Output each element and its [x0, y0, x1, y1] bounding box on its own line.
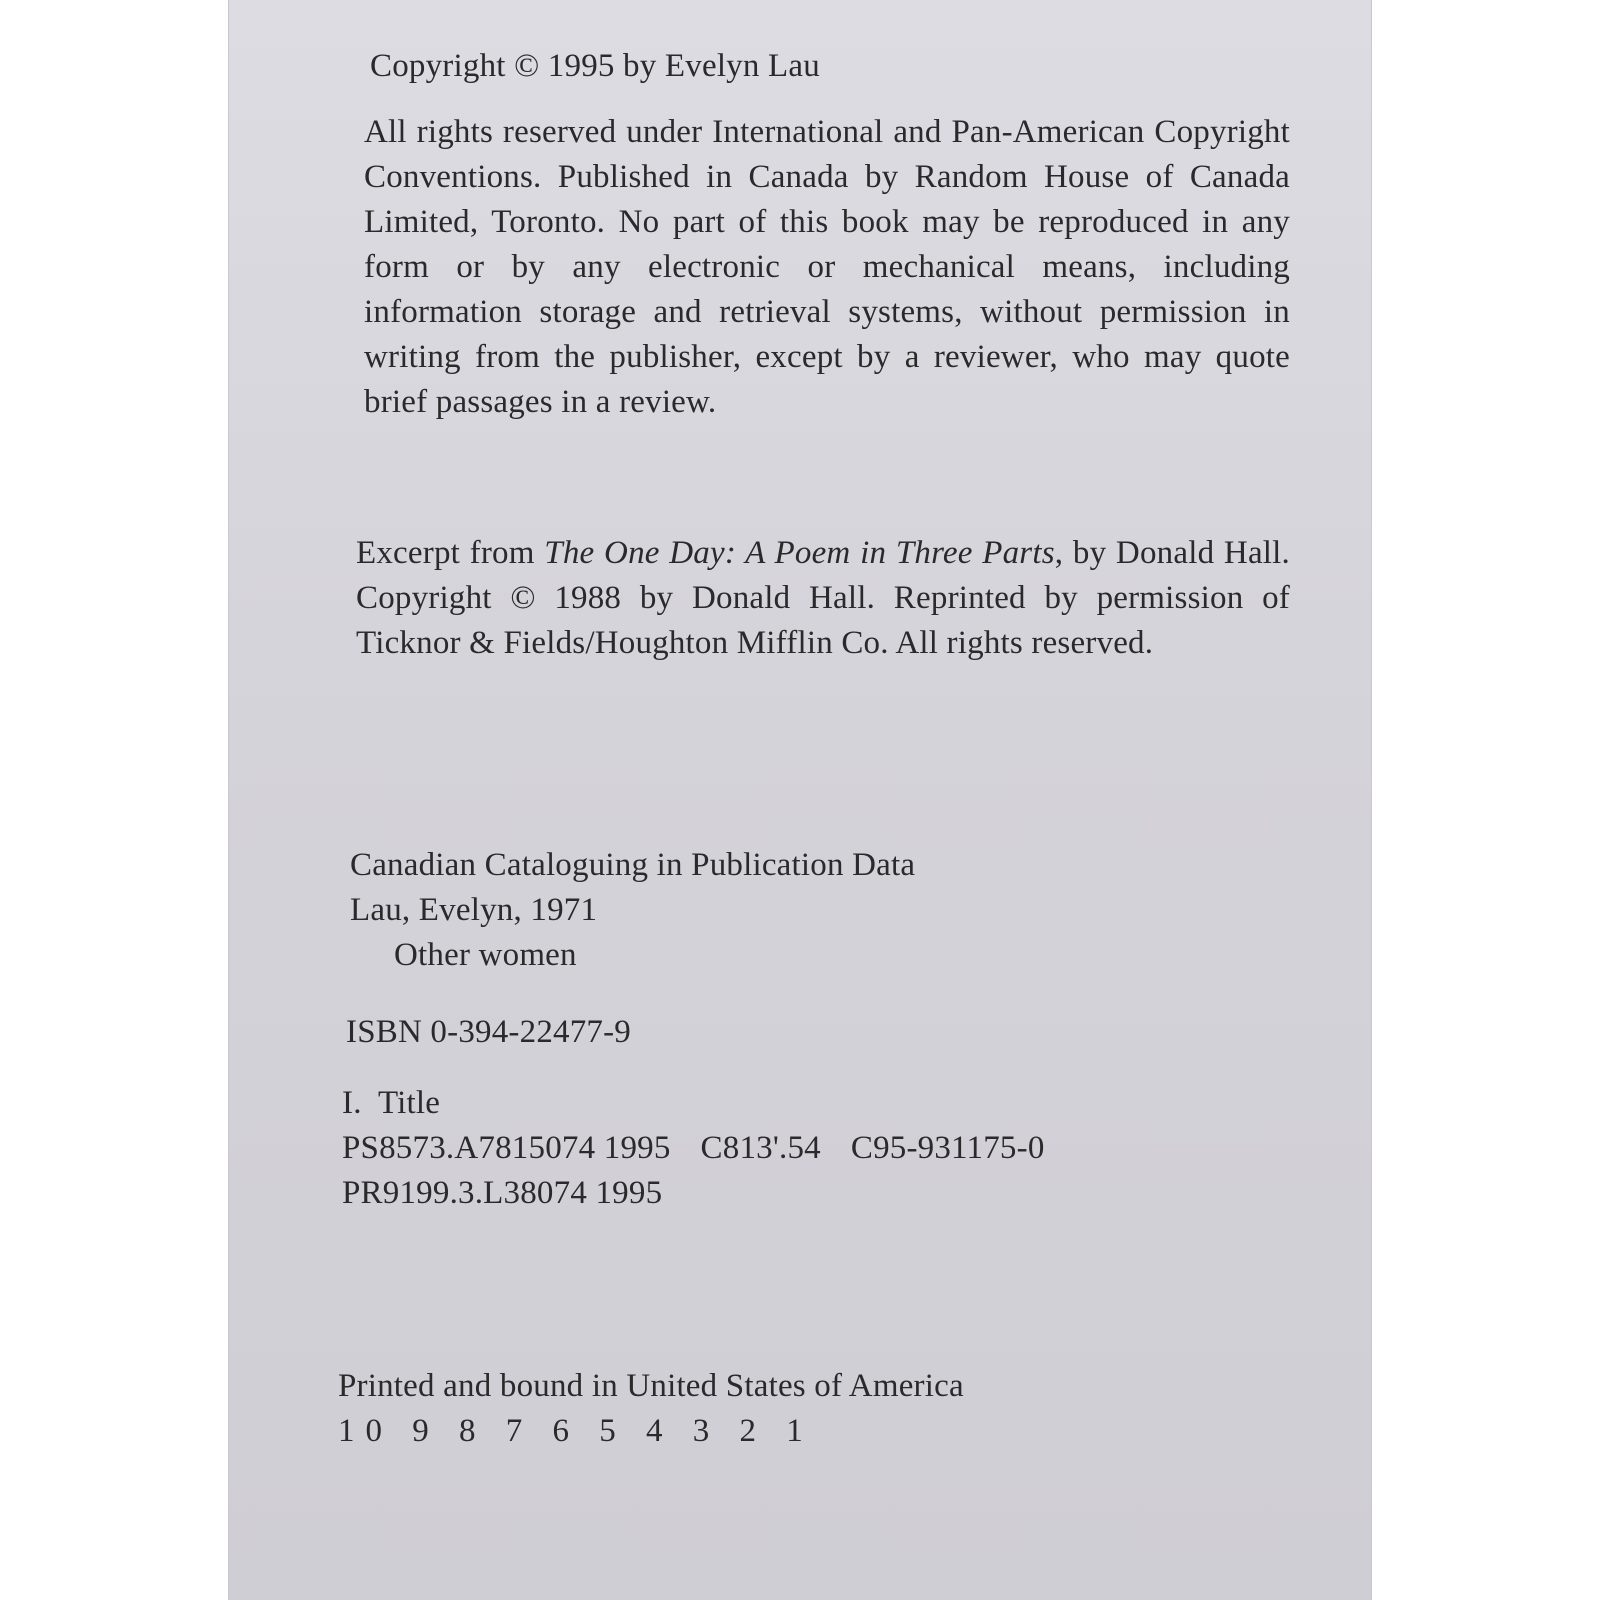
printing-numbers: 10 9 8 7 6 5 4 3 2 1 [338, 1413, 814, 1449]
printed-in-line: Printed and bound in United States of America [338, 1368, 964, 1404]
cip-block [350, 843, 915, 978]
classification-row-2: PR9199.3.L38074 1995 [342, 1175, 663, 1211]
isbn-line [346, 1010, 631, 1055]
classification-row-1 [342, 1126, 1075, 1171]
cip-title: Other women [394, 937, 577, 973]
copyright-text: Copyright © 1995 by Evelyn Lau [370, 48, 820, 84]
rights-paragraph: All rights reserved under International and Pan-American Copyright Conventions. Published in Canada by Random House of Canada Limited, Toronto. No part of this book may be reproduced in any form or by any electronic or mechanical means, including information storage and retrieval systems, without permission in writing from the publisher, except by a reviewer, who may quote brief passages in a review. [364, 114, 1290, 420]
excerpt-title: The One Day: A Poem in Three Parts [544, 535, 1055, 571]
cip-heading: Canadian Cataloguing in Publication Data [350, 847, 916, 883]
cip-author: Lau, Evelyn, 1971 [350, 892, 598, 928]
isbn-text: ISBN 0-394-22477-9 [346, 1014, 632, 1050]
excerpt-prefix: Excerpt from [356, 535, 545, 571]
printing-block [338, 1364, 964, 1454]
copyright-line [370, 44, 820, 89]
lc-number: PS8573.A7815074 1995 [342, 1130, 671, 1166]
excerpt-paragraph [356, 531, 1290, 666]
dewey-number: C813'.54 [700, 1130, 821, 1166]
cip-number: C95-931175-0 [850, 1130, 1045, 1166]
title-entry: I. Title [342, 1085, 441, 1121]
classification-block [342, 1081, 1075, 1216]
excerpt-suffix: , by Donald Hall. Copyright © 1988 by Donald Hall. Reprinted by permission of Ticknor & Fields/Houghton Mifflin Co. All rights reserved. [356, 535, 1290, 661]
